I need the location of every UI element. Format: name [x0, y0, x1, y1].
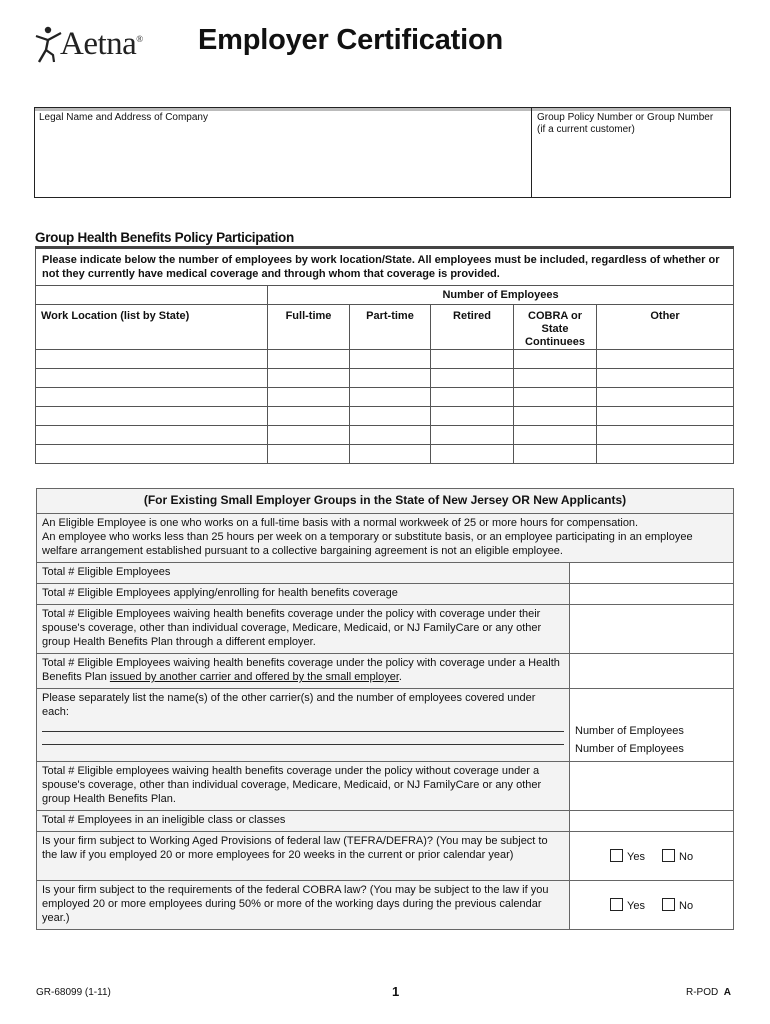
total-eligible-input[interactable]: [570, 563, 734, 584]
registered-mark: ®: [136, 34, 143, 44]
col-other: Other: [597, 305, 734, 350]
q-cobra: Is your firm subject to the requirements of the federal COBRA law? (You may be subject to the law if you employed 20 or more employees during 50% or more of the working days during the previous calendar year.): [37, 881, 570, 930]
waiving-other-carrier-input[interactable]: [570, 654, 734, 689]
page-title: Employer Certification: [198, 24, 503, 56]
carrier-employee-counts[interactable]: Number of Employees Number of Employees: [570, 689, 734, 762]
tefra-answer: Yes No: [570, 832, 734, 881]
logo-text: Aetna: [60, 26, 137, 62]
table-row: [36, 369, 734, 388]
waiving-no-coverage-input[interactable]: [570, 762, 734, 811]
table-row: [36, 350, 734, 369]
number-of-employees-header: Number of Employees: [268, 286, 734, 305]
ineligible-input[interactable]: [570, 811, 734, 832]
nj-small-employer-table: [36, 488, 734, 930]
form-code: R-POD A: [686, 987, 732, 998]
participation-title: Group Health Benefits Policy Participation: [35, 230, 294, 245]
company-name-label: Legal Name and Address of Company: [39, 112, 208, 123]
q-waiving-spouse: Total # Eligible Employees waiving health benefits coverage under the policy with coverage under their spouse's coverage, other than individual coverage, Medicare, Medicaid, or NJ FamilyCare or any other group Health Benefits Plan through a different employer.: [37, 605, 570, 654]
cobra-no-checkbox[interactable]: [662, 898, 675, 911]
q-ineligible: Total # Employees in an ineligible class or classes: [37, 811, 570, 832]
waiving-spouse-input[interactable]: [570, 605, 734, 654]
table-row: [36, 445, 734, 464]
q-list-carriers: Please separately list the name(s) of the other carrier(s) and the number of employees covered under each:: [37, 689, 570, 762]
nj-header: (For Existing Small Employer Groups in the State of New Jersey OR New Applicants): [37, 489, 734, 514]
company-info-box: [34, 107, 731, 198]
q-total-eligible: Total # Eligible Employees: [37, 563, 570, 584]
applying-input[interactable]: [570, 584, 734, 605]
cobra-answer: Yes No: [570, 881, 734, 930]
carrier-line-2[interactable]: [42, 738, 564, 745]
col-retired: Retired: [431, 305, 514, 350]
q-waiving-no-coverage: Total # Eligible employees waiving health benefits coverage under the policy without coverage under a spouse's coverage, other than individual coverage, Medicare, Medicaid, or NJ FamilyCare or any other group Health Benefits Plan.: [37, 762, 570, 811]
table-row: [36, 388, 734, 407]
table-row: [36, 407, 734, 426]
aetna-logo: [34, 22, 154, 66]
carrier-line-1[interactable]: [42, 725, 564, 732]
col-work-location: Work Location (list by State): [36, 305, 268, 350]
cobra-yes-checkbox[interactable]: [610, 898, 623, 911]
participation-instructions: Please indicate below the number of employees by work location/State. All employees must be included, regardless of whether or not they currently have medical coverage and through whom that coverage is provided.: [36, 248, 734, 286]
tefra-no-checkbox[interactable]: [662, 849, 675, 862]
participation-table: [35, 246, 734, 464]
col-full-time: Full-time: [268, 305, 350, 350]
tefra-yes-checkbox[interactable]: [610, 849, 623, 862]
table-row: [36, 426, 734, 445]
page-number: 1: [392, 984, 400, 999]
q-tefra: Is your firm subject to Working Aged Provisions of federal law (TEFRA/DEFRA)? (You may be subject to the law if you employed 20 or more employees for 20 weeks in the current or prior calendar year): [37, 832, 570, 881]
group-policy-label: Group Policy Number or Group Number (if a current customer): [537, 112, 714, 135]
eligible-definition: An Eligible Employee is one who works on a full-time basis with a normal workweek of 25 or more hours for compensation. An employee who works less than 25 hours per week on a temporary or substitute basis, or an employee participating in an employee welfare arrangement established pursuant to a collective bargaining agreement is not an eligible employee.: [37, 514, 734, 563]
q-applying: Total # Eligible Employees applying/enrolling for health benefits coverage: [37, 584, 570, 605]
col-part-time: Part-time: [350, 305, 431, 350]
form-number: GR-68099 (1-11): [36, 987, 111, 998]
col-cobra: COBRA or State Continuees: [514, 305, 597, 350]
q-waiving-other-carrier: Total # Eligible Employees waiving health benefits coverage under the policy with coverage under a Health Benefits Plan issued by another carrier and offered by the small employer.: [37, 654, 570, 689]
company-name-field[interactable]: [35, 108, 532, 197]
